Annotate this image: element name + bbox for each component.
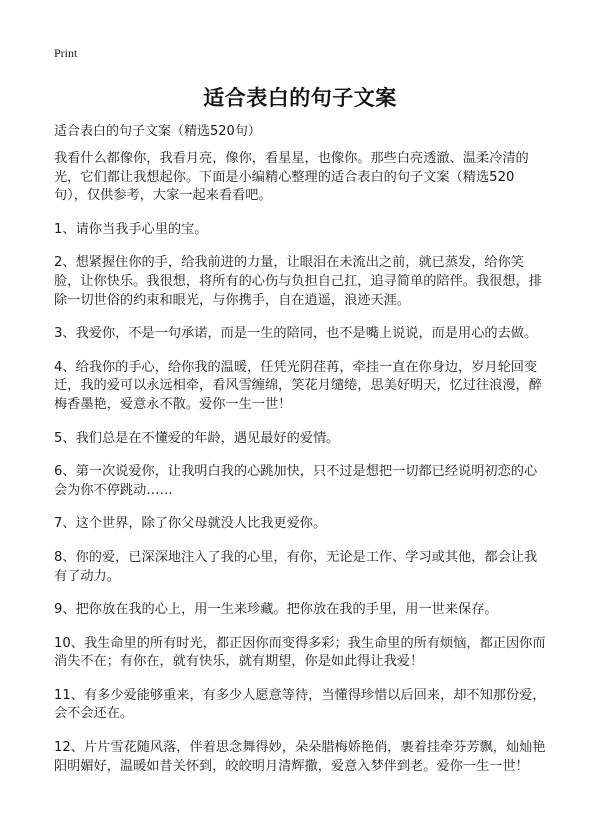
list-item: 12、片片雪花随风落，伴着思念舞得妙，朵朵腊梅娇艳俏，裹着挂牵芬芳飘，灿灿艳阳明媚好，温暖如昔关怀到，皎皎明月清辉撒，爱意入梦伴到老。爱你一生一世！ <box>54 740 546 774</box>
document-body <box>54 150 547 791</box>
list-item: 3、我爱你，不是一句承诺，而是一生的陪同，也不是嘴上说说，而是用心的去做。 <box>54 326 538 342</box>
list-item: 11、有多少爱能够重来，有多少人愿意等待，当懂得珍惜以后回来，却不知那份爱，会不会还在。 <box>54 687 546 722</box>
document-subtitle: 适合表白的句子文案（精选520句） <box>54 124 261 139</box>
intro-paragraph: 我看什么都像你，我看月亮，像你，看星星，也像你。那些白亮透澈、温柔冷清的光，它们都让我想起你。下面是小编精心整理的适合表白的句子文案（精选520句），仅供参考，大家一起来看看吧。 <box>54 151 529 204</box>
list-item: 10、我生命里的所有时光，都正因你而变得多彩；我生命里的所有烦恼，都正因你而消失不在；有你在，就有快乐，就有期望，你是如此得让我爱！ <box>54 635 546 670</box>
list-item: 7、这个世界，除了你父母就没人比我更爱你。 <box>54 516 327 532</box>
list-item: 6、第一次说爱你，让我明白我的心跳加快，只不过是想把一切都已经说明初恋的心会为你不停跳动…… <box>54 464 538 498</box>
page-title: 适合表白的句子文案 <box>203 86 397 110</box>
list-item: 2、想紧握住你的手，给我前进的力量，让眼泪在未流出之前，就已蒸发，给你笑脸，让你快乐。我很想，将所有的心伤与负担自己扛，追寻简单的陪伴。我很想，排除一切世俗的约束和眼光，与你携手，自在逍遥，浪迹天涯。 <box>54 255 542 308</box>
list-item: 9、把你放在我的心上，用一生来珍藏。把你放在我的手里，用一世来保存。 <box>54 602 498 618</box>
list-item: 8、你的爱，已深深地注入了我的心里，有你，无论是工作、学习或其他，都会让我有了动力。 <box>54 549 538 584</box>
list-item: 5、我们总是在不懂爱的年龄，遇见最好的爱情。 <box>54 430 340 446</box>
list-item: 4、给我你的手心，给你我的温暖，任凭光阴荏苒，牵挂一直在你身边，岁月轮回变迁，我的爱可以永远相牵，看风雪缠绵，笑花月缱绻，思美好明天，忆过往浪漫，醉梅香墨艳，爱意永不散。爱你一生一世！ <box>54 359 542 412</box>
list-item: 1、请你当我手心里的宝。 <box>54 221 208 237</box>
print-link[interactable]: Print <box>54 46 78 60</box>
